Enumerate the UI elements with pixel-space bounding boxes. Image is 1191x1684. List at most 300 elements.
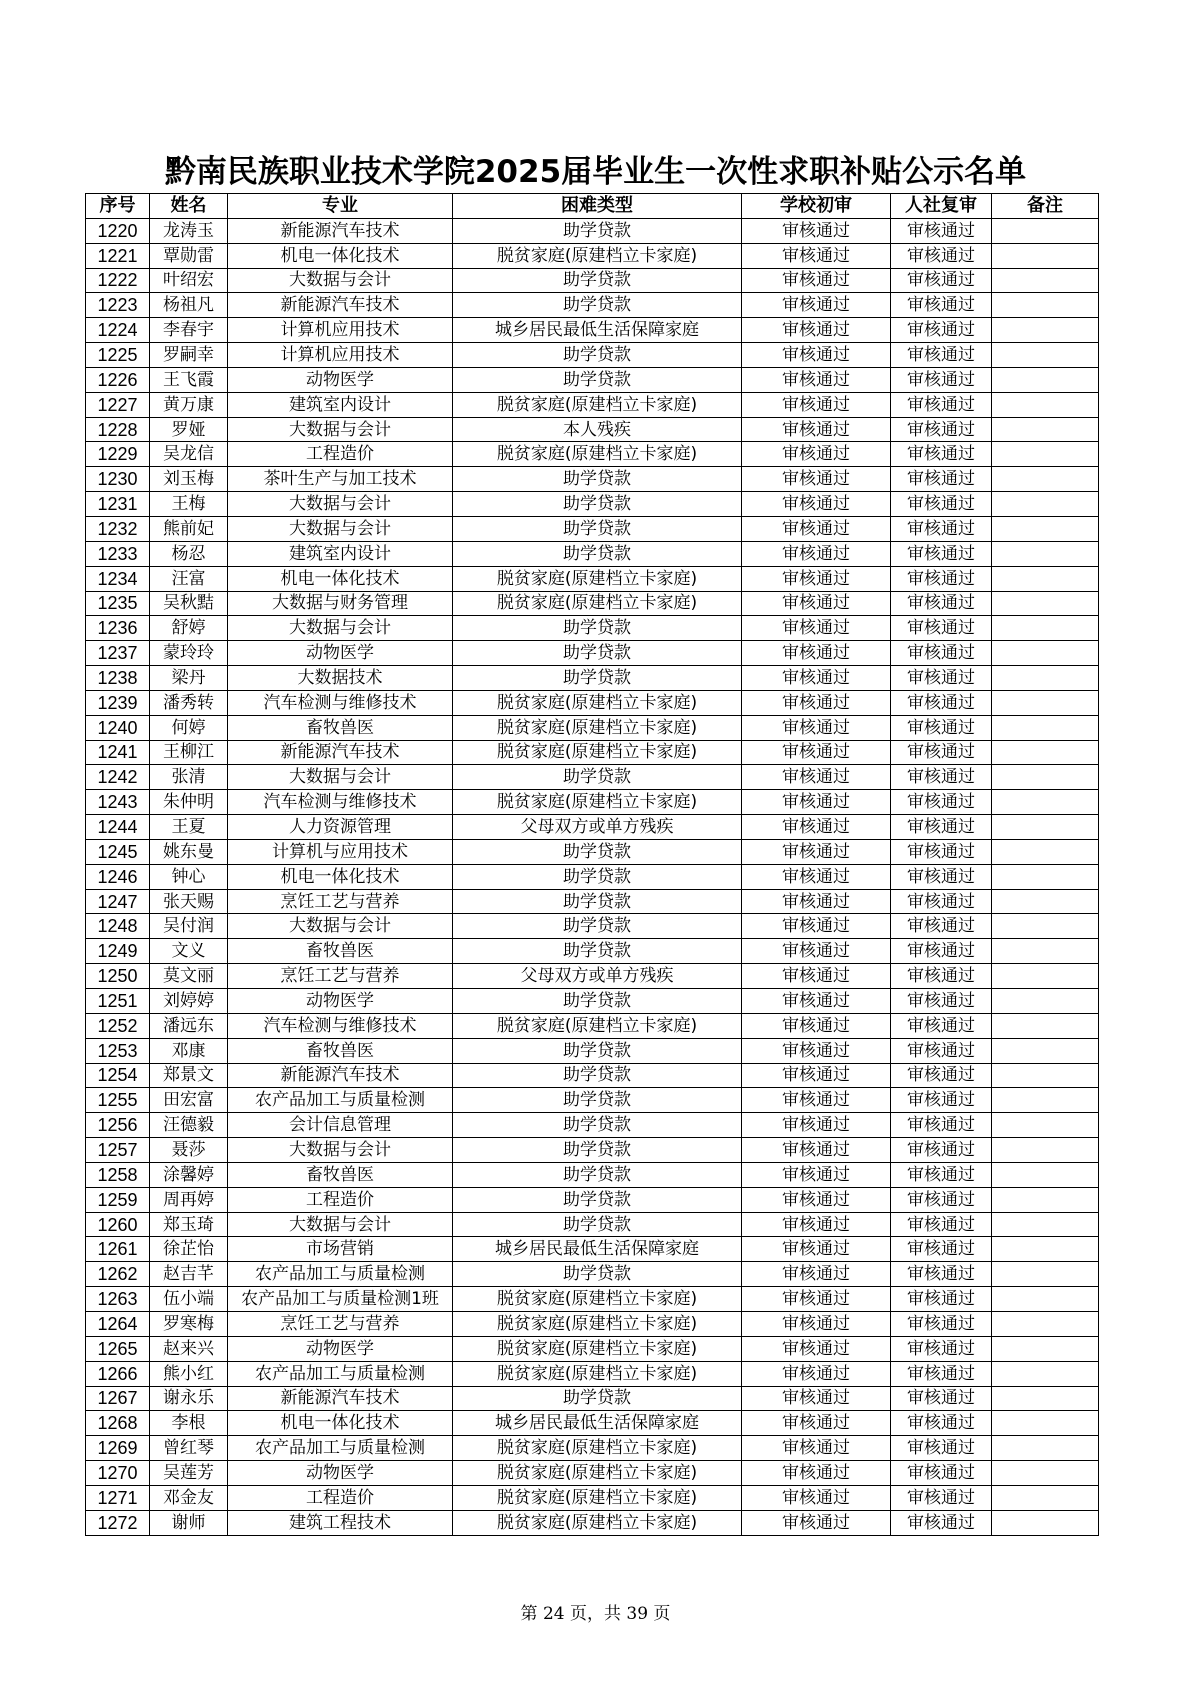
major-cell: 汽车检测与维修技术: [228, 690, 453, 715]
seq-cell: 1267: [86, 1386, 150, 1411]
major-cell: 市场营销: [228, 1237, 453, 1262]
remarks-cell: [992, 964, 1099, 989]
school-review-cell: 审核通过: [742, 790, 891, 815]
school-review-cell: 审核通过: [742, 293, 891, 318]
name-cell: 莫文丽: [150, 964, 228, 989]
major-cell: 汽车检测与维修技术: [228, 790, 453, 815]
remarks-cell: [992, 765, 1099, 790]
table-row: [86, 839, 1099, 864]
remarks-cell: [992, 889, 1099, 914]
hrss-review-cell: 审核通过: [891, 1162, 992, 1187]
table-row: [86, 616, 1099, 641]
hardship-type-cell: 助学贷款: [453, 641, 742, 666]
remarks-cell: [992, 343, 1099, 368]
school-review-cell: 审核通过: [742, 964, 891, 989]
remarks-cell: [992, 690, 1099, 715]
hardship-type-cell: 助学贷款: [453, 293, 742, 318]
remarks-cell: [992, 914, 1099, 939]
hardship-type-cell: 助学贷款: [453, 1262, 742, 1287]
school-review-cell: 审核通过: [742, 1212, 891, 1237]
hrss-review-cell: 审核通过: [891, 566, 992, 591]
hardship-type-cell: 脱贫家庭(原建档立卡家庭): [453, 1510, 742, 1535]
hrss-review-cell: 审核通过: [891, 815, 992, 840]
hrss-review-cell: 审核通过: [891, 516, 992, 541]
remarks-cell: [992, 218, 1099, 243]
name-cell: 汪富: [150, 566, 228, 591]
major-cell: 新能源汽车技术: [228, 740, 453, 765]
hrss-review-cell: 审核通过: [891, 343, 992, 368]
seq-cell: 1220: [86, 218, 150, 243]
seq-cell: 1229: [86, 442, 150, 467]
seq-cell: 1265: [86, 1336, 150, 1361]
remarks-cell: [992, 1386, 1099, 1411]
school-review-cell: 审核通过: [742, 1088, 891, 1113]
table-row: [86, 467, 1099, 492]
hrss-review-cell: 审核通过: [891, 367, 992, 392]
hrss-review-cell: 审核通过: [891, 392, 992, 417]
table-row: [86, 1361, 1099, 1386]
hardship-type-cell: 父母双方或单方残疾: [453, 964, 742, 989]
seq-cell: 1222: [86, 268, 150, 293]
column-header-name: 姓名: [150, 194, 228, 219]
name-cell: 潘远东: [150, 1013, 228, 1038]
hardship-type-cell: 助学贷款: [453, 889, 742, 914]
major-cell: 计算机应用技术: [228, 343, 453, 368]
table-row: [86, 964, 1099, 989]
major-cell: 动物医学: [228, 1336, 453, 1361]
hardship-type-cell: 脱贫家庭(原建档立卡家庭): [453, 243, 742, 268]
seq-cell: 1251: [86, 989, 150, 1014]
name-cell: 聂莎: [150, 1138, 228, 1163]
major-cell: 计算机与应用技术: [228, 839, 453, 864]
school-review-cell: 审核通过: [742, 467, 891, 492]
school-review-cell: 审核通过: [742, 989, 891, 1014]
hrss-review-cell: 审核通过: [891, 715, 992, 740]
name-cell: 龙涛玉: [150, 218, 228, 243]
table-row: [86, 1138, 1099, 1163]
school-review-cell: 审核通过: [742, 839, 891, 864]
remarks-cell: [992, 666, 1099, 691]
seq-cell: 1271: [86, 1485, 150, 1510]
remarks-cell: [992, 1411, 1099, 1436]
table-row: [86, 690, 1099, 715]
name-cell: 赵吉芊: [150, 1262, 228, 1287]
remarks-cell: [992, 367, 1099, 392]
major-cell: 畜牧兽医: [228, 1038, 453, 1063]
seq-cell: 1269: [86, 1436, 150, 1461]
name-cell: 邓康: [150, 1038, 228, 1063]
hardship-type-cell: 助学贷款: [453, 1187, 742, 1212]
name-cell: 伍小端: [150, 1287, 228, 1312]
school-review-cell: 审核通过: [742, 516, 891, 541]
hardship-type-cell: 助学贷款: [453, 616, 742, 641]
major-cell: 工程造价: [228, 442, 453, 467]
hrss-review-cell: 审核通过: [891, 864, 992, 889]
seq-cell: 1227: [86, 392, 150, 417]
seq-cell: 1244: [86, 815, 150, 840]
hrss-review-cell: 审核通过: [891, 417, 992, 442]
table-row: [86, 442, 1099, 467]
name-cell: 周再婷: [150, 1187, 228, 1212]
remarks-cell: [992, 1336, 1099, 1361]
name-cell: 赵来兴: [150, 1336, 228, 1361]
hrss-review-cell: 审核通过: [891, 591, 992, 616]
hrss-review-cell: 审核通过: [891, 889, 992, 914]
hardship-type-cell: 助学贷款: [453, 1088, 742, 1113]
major-cell: 新能源汽车技术: [228, 1386, 453, 1411]
major-cell: 农产品加工与质量检测: [228, 1361, 453, 1386]
hrss-review-cell: 审核通过: [891, 1485, 992, 1510]
seq-cell: 1237: [86, 641, 150, 666]
table-row: [86, 1088, 1099, 1113]
hardship-type-cell: 助学贷款: [453, 1113, 742, 1138]
remarks-cell: [992, 1237, 1099, 1262]
remarks-cell: [992, 989, 1099, 1014]
hardship-type-cell: 父母双方或单方残疾: [453, 815, 742, 840]
table-row: [86, 989, 1099, 1014]
school-review-cell: 审核通过: [742, 591, 891, 616]
hrss-review-cell: 审核通过: [891, 1386, 992, 1411]
major-cell: 建筑工程技术: [228, 1510, 453, 1535]
hrss-review-cell: 审核通过: [891, 1187, 992, 1212]
seq-cell: 1243: [86, 790, 150, 815]
hardship-type-cell: 助学贷款: [453, 516, 742, 541]
table-row: [86, 1038, 1099, 1063]
hardship-type-cell: 助学贷款: [453, 1138, 742, 1163]
name-cell: 蒙玲玲: [150, 641, 228, 666]
seq-cell: 1224: [86, 318, 150, 343]
table-row: [86, 715, 1099, 740]
name-cell: 黄万康: [150, 392, 228, 417]
seq-cell: 1248: [86, 914, 150, 939]
hrss-review-cell: 审核通过: [891, 318, 992, 343]
major-cell: 新能源汽车技术: [228, 293, 453, 318]
seq-cell: 1272: [86, 1510, 150, 1535]
table-row: [86, 1013, 1099, 1038]
column-header-remarks: 备注: [992, 194, 1099, 219]
table-row: [86, 492, 1099, 517]
school-review-cell: 审核通过: [742, 815, 891, 840]
remarks-cell: [992, 864, 1099, 889]
major-cell: 计算机应用技术: [228, 318, 453, 343]
hrss-review-cell: 审核通过: [891, 1411, 992, 1436]
school-review-cell: 审核通过: [742, 318, 891, 343]
hardship-type-cell: 助学贷款: [453, 666, 742, 691]
seq-cell: 1228: [86, 417, 150, 442]
major-cell: 大数据与会计: [228, 616, 453, 641]
major-cell: 大数据与会计: [228, 492, 453, 517]
major-cell: 大数据与会计: [228, 516, 453, 541]
hardship-type-cell: 脱贫家庭(原建档立卡家庭): [453, 1436, 742, 1461]
name-cell: 李春宇: [150, 318, 228, 343]
hardship-type-cell: 助学贷款: [453, 218, 742, 243]
remarks-cell: [992, 1212, 1099, 1237]
major-cell: 机电一体化技术: [228, 1411, 453, 1436]
major-cell: 会计信息管理: [228, 1113, 453, 1138]
name-cell: 王飞霞: [150, 367, 228, 392]
remarks-cell: [992, 541, 1099, 566]
seq-cell: 1239: [86, 690, 150, 715]
seq-cell: 1246: [86, 864, 150, 889]
hardship-type-cell: 脱贫家庭(原建档立卡家庭): [453, 442, 742, 467]
major-cell: 大数据技术: [228, 666, 453, 691]
hrss-review-cell: 审核通过: [891, 765, 992, 790]
remarks-cell: [992, 318, 1099, 343]
table-row: [86, 740, 1099, 765]
hardship-type-cell: 城乡居民最低生活保障家庭: [453, 1237, 742, 1262]
table-row: [86, 1063, 1099, 1088]
hardship-type-cell: 助学贷款: [453, 268, 742, 293]
major-cell: 大数据与会计: [228, 268, 453, 293]
seq-cell: 1226: [86, 367, 150, 392]
name-cell: 李根: [150, 1411, 228, 1436]
name-cell: 田宏富: [150, 1088, 228, 1113]
hrss-review-cell: 审核通过: [891, 790, 992, 815]
seq-cell: 1264: [86, 1311, 150, 1336]
remarks-cell: [992, 790, 1099, 815]
hrss-review-cell: 审核通过: [891, 939, 992, 964]
remarks-cell: [992, 392, 1099, 417]
hrss-review-cell: 审核通过: [891, 1461, 992, 1486]
hardship-type-cell: 脱贫家庭(原建档立卡家庭): [453, 715, 742, 740]
name-cell: 王夏: [150, 815, 228, 840]
hardship-type-cell: 脱贫家庭(原建档立卡家庭): [453, 1287, 742, 1312]
page-number: 第 24 页，共 39 页: [520, 1604, 671, 1624]
table-row: [86, 417, 1099, 442]
hrss-review-cell: 审核通过: [891, 1013, 992, 1038]
major-cell: 烹饪工艺与营养: [228, 889, 453, 914]
school-review-cell: 审核通过: [742, 1287, 891, 1312]
table-row: [86, 318, 1099, 343]
remarks-cell: [992, 1361, 1099, 1386]
table-row: [86, 1187, 1099, 1212]
remarks-cell: [992, 1138, 1099, 1163]
major-cell: 建筑室内设计: [228, 392, 453, 417]
table-row: [86, 218, 1099, 243]
hrss-review-cell: 审核通过: [891, 467, 992, 492]
major-cell: 机电一体化技术: [228, 864, 453, 889]
remarks-cell: [992, 1013, 1099, 1038]
seq-cell: 1259: [86, 1187, 150, 1212]
name-cell: 钟心: [150, 864, 228, 889]
remarks-cell: [992, 939, 1099, 964]
hrss-review-cell: 审核通过: [891, 964, 992, 989]
name-cell: 文义: [150, 939, 228, 964]
major-cell: 大数据与会计: [228, 1212, 453, 1237]
hardship-type-cell: 助学贷款: [453, 492, 742, 517]
table-row: [86, 566, 1099, 591]
table-row: [86, 1461, 1099, 1486]
column-header-major: 专业: [228, 194, 453, 219]
table-row: [86, 641, 1099, 666]
remarks-cell: [992, 1063, 1099, 1088]
table-row: [86, 1436, 1099, 1461]
hardship-type-cell: 脱贫家庭(原建档立卡家庭): [453, 566, 742, 591]
seq-cell: 1266: [86, 1361, 150, 1386]
name-cell: 郑玉琦: [150, 1212, 228, 1237]
hardship-type-cell: 助学贷款: [453, 939, 742, 964]
seq-cell: 1258: [86, 1162, 150, 1187]
seq-cell: 1241: [86, 740, 150, 765]
hrss-review-cell: 审核通过: [891, 1038, 992, 1063]
remarks-cell: [992, 1038, 1099, 1063]
hardship-type-cell: 脱贫家庭(原建档立卡家庭): [453, 1336, 742, 1361]
hrss-review-cell: 审核通过: [891, 989, 992, 1014]
major-cell: 大数据与会计: [228, 1138, 453, 1163]
page-title: 黔南民族职业技术学院2025届毕业生一次性求职补贴公示名单: [164, 154, 1027, 190]
remarks-cell: [992, 293, 1099, 318]
table-row: [86, 889, 1099, 914]
seq-cell: 1260: [86, 1212, 150, 1237]
table-row: [86, 1485, 1099, 1510]
school-review-cell: 审核通过: [742, 690, 891, 715]
major-cell: 机电一体化技术: [228, 566, 453, 591]
hardship-type-cell: 脱贫家庭(原建档立卡家庭): [453, 392, 742, 417]
school-review-cell: 审核通过: [742, 914, 891, 939]
hardship-type-cell: 助学贷款: [453, 367, 742, 392]
school-review-cell: 审核通过: [742, 566, 891, 591]
table-row: [86, 666, 1099, 691]
school-review-cell: 审核通过: [742, 740, 891, 765]
table-row: [86, 1386, 1099, 1411]
remarks-cell: [992, 1436, 1099, 1461]
name-cell: 谢师: [150, 1510, 228, 1535]
hardship-type-cell: 脱贫家庭(原建档立卡家庭): [453, 1361, 742, 1386]
remarks-cell: [992, 641, 1099, 666]
hardship-type-cell: 脱贫家庭(原建档立卡家庭): [453, 1485, 742, 1510]
remarks-cell: [992, 1510, 1099, 1535]
name-cell: 叶绍宏: [150, 268, 228, 293]
hrss-review-cell: 审核通过: [891, 1311, 992, 1336]
column-header-seq: 序号: [86, 194, 150, 219]
remarks-cell: [992, 268, 1099, 293]
name-cell: 罗寒梅: [150, 1311, 228, 1336]
name-cell: 郑景文: [150, 1063, 228, 1088]
seq-cell: 1235: [86, 591, 150, 616]
school-review-cell: 审核通过: [742, 243, 891, 268]
name-cell: 梁丹: [150, 666, 228, 691]
seq-cell: 1262: [86, 1262, 150, 1287]
school-review-cell: 审核通过: [742, 218, 891, 243]
school-review-cell: 审核通过: [742, 1311, 891, 1336]
remarks-cell: [992, 1311, 1099, 1336]
table-row: [86, 343, 1099, 368]
school-review-cell: 审核通过: [742, 765, 891, 790]
name-cell: 杨祖凡: [150, 293, 228, 318]
name-cell: 曾红琴: [150, 1436, 228, 1461]
school-review-cell: 审核通过: [742, 442, 891, 467]
table-row: [86, 1162, 1099, 1187]
school-review-cell: 审核通过: [742, 641, 891, 666]
major-cell: 工程造价: [228, 1485, 453, 1510]
hrss-review-cell: 审核通过: [891, 541, 992, 566]
name-cell: 舒婷: [150, 616, 228, 641]
hardship-type-cell: 助学贷款: [453, 1063, 742, 1088]
seq-cell: 1240: [86, 715, 150, 740]
school-review-cell: 审核通过: [742, 1361, 891, 1386]
hrss-review-cell: 审核通过: [891, 740, 992, 765]
major-cell: 畜牧兽医: [228, 715, 453, 740]
major-cell: 新能源汽车技术: [228, 218, 453, 243]
school-review-cell: 审核通过: [742, 715, 891, 740]
school-review-cell: 审核通过: [742, 1336, 891, 1361]
school-review-cell: 审核通过: [742, 864, 891, 889]
remarks-cell: [992, 815, 1099, 840]
school-review-cell: 审核通过: [742, 1162, 891, 1187]
hrss-review-cell: 审核通过: [891, 1510, 992, 1535]
hardship-type-cell: 本人残疾: [453, 417, 742, 442]
name-cell: 张清: [150, 765, 228, 790]
name-cell: 潘秀转: [150, 690, 228, 715]
table-row: [86, 1237, 1099, 1262]
hardship-type-cell: 助学贷款: [453, 343, 742, 368]
name-cell: 张天赐: [150, 889, 228, 914]
hardship-type-cell: 脱贫家庭(原建档立卡家庭): [453, 1311, 742, 1336]
major-cell: 机电一体化技术: [228, 243, 453, 268]
seq-cell: 1225: [86, 343, 150, 368]
name-cell: 熊前妃: [150, 516, 228, 541]
seq-cell: 1257: [86, 1138, 150, 1163]
major-cell: 工程造价: [228, 1187, 453, 1212]
seq-cell: 1250: [86, 964, 150, 989]
school-review-cell: 审核通过: [742, 1113, 891, 1138]
name-cell: 王梅: [150, 492, 228, 517]
hardship-type-cell: 助学贷款: [453, 839, 742, 864]
school-review-cell: 审核通过: [742, 939, 891, 964]
hrss-review-cell: 审核通过: [891, 690, 992, 715]
table-row: [86, 765, 1099, 790]
hrss-review-cell: 审核通过: [891, 839, 992, 864]
seq-cell: 1270: [86, 1461, 150, 1486]
table-row: [86, 1262, 1099, 1287]
major-cell: 农产品加工与质量检测: [228, 1088, 453, 1113]
remarks-cell: [992, 243, 1099, 268]
name-cell: 王柳江: [150, 740, 228, 765]
remarks-cell: [992, 839, 1099, 864]
hardship-type-cell: 助学贷款: [453, 914, 742, 939]
remarks-cell: [992, 1287, 1099, 1312]
major-cell: 新能源汽车技术: [228, 1063, 453, 1088]
school-review-cell: 审核通过: [742, 541, 891, 566]
seq-cell: 1245: [86, 839, 150, 864]
hardship-type-cell: 脱贫家庭(原建档立卡家庭): [453, 690, 742, 715]
seq-cell: 1261: [86, 1237, 150, 1262]
school-review-cell: 审核通过: [742, 1013, 891, 1038]
major-cell: 烹饪工艺与营养: [228, 964, 453, 989]
major-cell: 农产品加工与质量检测: [228, 1262, 453, 1287]
table-row: [86, 1510, 1099, 1535]
name-cell: 吴秋黠: [150, 591, 228, 616]
seq-cell: 1247: [86, 889, 150, 914]
major-cell: 烹饪工艺与营养: [228, 1311, 453, 1336]
school-review-cell: 审核通过: [742, 1038, 891, 1063]
name-cell: 吴龙信: [150, 442, 228, 467]
seq-cell: 1221: [86, 243, 150, 268]
seq-cell: 1232: [86, 516, 150, 541]
major-cell: 大数据与会计: [228, 417, 453, 442]
major-cell: 建筑室内设计: [228, 541, 453, 566]
name-cell: 吴莲芳: [150, 1461, 228, 1486]
hardship-type-cell: 助学贷款: [453, 467, 742, 492]
major-cell: 农产品加工与质量检测1班: [228, 1287, 453, 1312]
name-cell: 谢永乐: [150, 1386, 228, 1411]
school-review-cell: 审核通过: [742, 889, 891, 914]
hrss-review-cell: 审核通过: [891, 293, 992, 318]
school-review-cell: 审核通过: [742, 1187, 891, 1212]
table-row: [86, 293, 1099, 318]
name-cell: 汪德毅: [150, 1113, 228, 1138]
name-cell: 涂馨婷: [150, 1162, 228, 1187]
